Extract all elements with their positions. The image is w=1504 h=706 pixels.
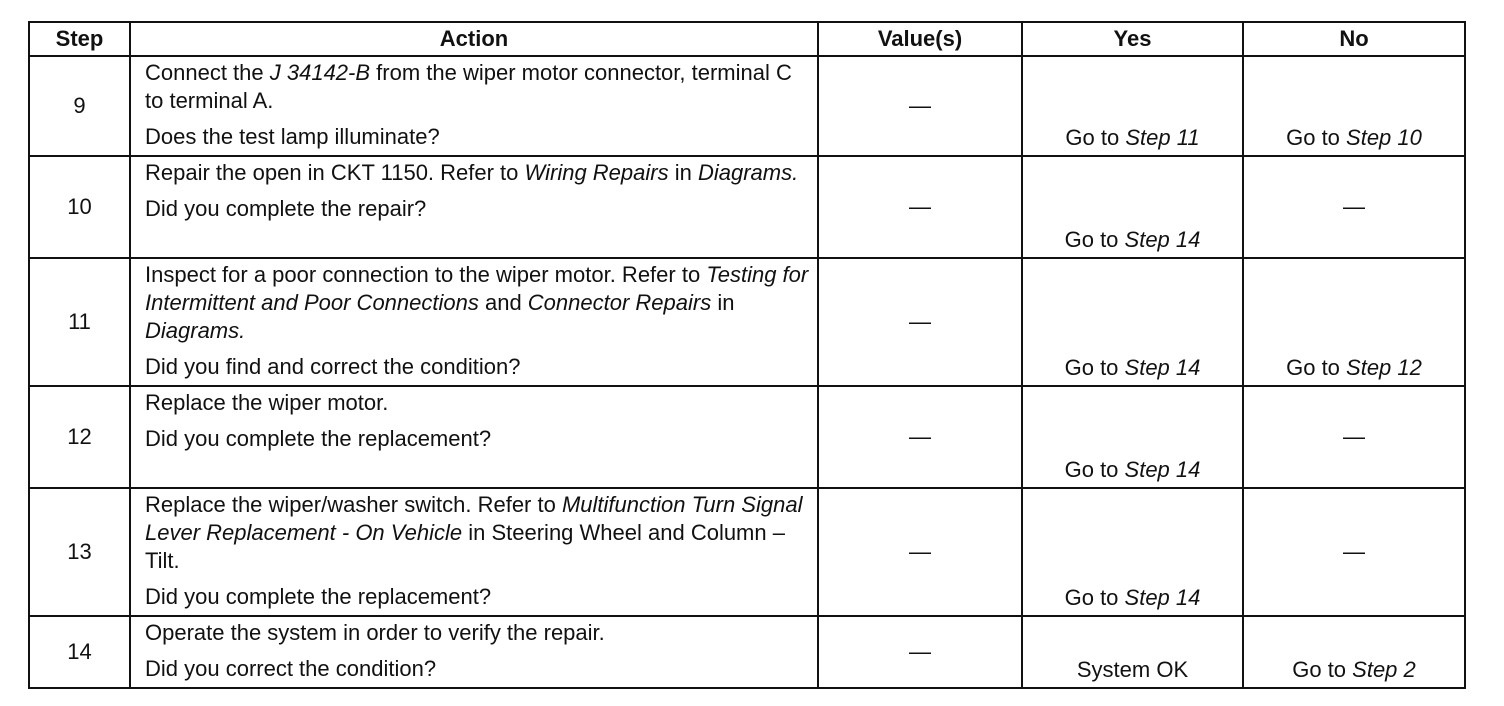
header-step: Step [29, 22, 130, 56]
action-cell [130, 616, 818, 688]
value-cell: — [818, 386, 1022, 488]
action-question: Did you complete the repair? [145, 196, 427, 221]
diagnostic-procedure-table [28, 21, 1466, 689]
yes-result-segment: Step 11 [1125, 125, 1200, 150]
action-cell [130, 156, 818, 258]
action-instruction-segment: in [668, 160, 698, 185]
action-instruction-segment: in Steering Wheel and Column – Tilt. [145, 520, 785, 573]
no-result-segment: Go to [1286, 125, 1347, 150]
yes-cell [1022, 386, 1243, 488]
no-result-segment: — [1343, 194, 1365, 219]
step-number: 14 [29, 616, 130, 688]
no-cell [1243, 386, 1465, 488]
action-instruction-segment: Connect the [145, 60, 270, 85]
action-instruction-segment: Wiring Repairs [524, 160, 669, 185]
action-instruction [145, 261, 809, 345]
no-result-segment: — [1343, 539, 1365, 564]
no-cell [1243, 258, 1465, 386]
no-cell [1243, 488, 1465, 616]
action-instruction-segment: Replace the wiper/washer switch. Refer to [145, 492, 562, 517]
action-question: Did you complete the replacement? [145, 426, 492, 451]
header-yes: Yes [1022, 22, 1243, 56]
action-cell [130, 488, 818, 616]
action-question: Does the test lamp illuminate? [145, 124, 440, 149]
action-instruction-segment: and [478, 290, 528, 315]
yes-result-segment: Go to [1065, 125, 1126, 150]
yes-cell [1022, 156, 1243, 258]
header-row [29, 22, 1465, 56]
action-question: Did you find and correct the condition? [145, 354, 521, 379]
action-instruction-segment: Operate the system in order to verify the repair. [145, 620, 605, 645]
action-instruction-segment: Diagrams. [697, 160, 799, 185]
action-instruction [145, 389, 809, 417]
action-instruction-segment: Replace the wiper motor. [145, 390, 389, 415]
yes-result-segment: System OK [1076, 657, 1189, 682]
step-number: 12 [29, 386, 130, 488]
action-instruction-segment: from the wiper motor connector, terminal C to terminal A. [145, 60, 792, 113]
table-row [29, 488, 1465, 616]
step-number: 11 [29, 258, 130, 386]
action-instruction-segment: Repair the open in CKT 1150. Refer to [145, 160, 525, 185]
action-instruction [145, 159, 809, 187]
action-cell [130, 258, 818, 386]
action-instruction [145, 59, 809, 115]
value-cell: — [818, 156, 1022, 258]
table-row [29, 386, 1465, 488]
table-row [29, 56, 1465, 156]
no-result-segment: Step 2 [1352, 657, 1416, 682]
table-row [29, 616, 1465, 688]
action-instruction-segment: in [711, 290, 735, 315]
no-result-segment: Step 12 [1346, 355, 1422, 380]
action-question: Did you correct the condition? [145, 656, 437, 681]
action-instruction-segment: Connector Repairs [527, 290, 712, 315]
value-cell: — [818, 258, 1022, 386]
step-number: 9 [29, 56, 130, 156]
step-number: 13 [29, 488, 130, 616]
no-result-segment: Go to [1286, 355, 1347, 380]
yes-result-segment: Step 14 [1124, 227, 1201, 252]
yes-result-segment: Go to [1064, 585, 1125, 610]
yes-result-segment: Step 14 [1124, 457, 1201, 482]
yes-cell [1022, 258, 1243, 386]
header-values: Value(s) [818, 22, 1022, 56]
action-instruction-segment: Testing for Intermittent and Poor Connections [145, 262, 809, 315]
yes-cell [1022, 56, 1243, 156]
action-cell [130, 386, 818, 488]
table-header [29, 22, 1465, 56]
no-result-segment: — [1343, 424, 1365, 449]
action-question: Did you complete the replacement? [145, 584, 492, 609]
action-instruction-segment: J 34142-B [269, 60, 371, 85]
yes-result-segment: Go to [1064, 227, 1125, 252]
action-instruction [145, 491, 809, 575]
table-row [29, 156, 1465, 258]
no-cell [1243, 616, 1465, 688]
action-cell [130, 56, 818, 156]
no-result-segment: Go to [1292, 657, 1353, 682]
table-row [29, 258, 1465, 386]
action-instruction-segment: Diagrams. [145, 318, 246, 343]
value-cell: — [818, 488, 1022, 616]
no-cell [1243, 156, 1465, 258]
value-cell: — [818, 616, 1022, 688]
step-number: 10 [29, 156, 130, 258]
action-instruction [145, 619, 809, 647]
yes-cell [1022, 616, 1243, 688]
table-body [29, 56, 1465, 688]
action-instruction-segment: Multifunction Turn Signal Lever Replacement - On Vehicle [145, 492, 803, 545]
header-action: Action [130, 22, 818, 56]
yes-result-segment: Go to [1064, 457, 1125, 482]
no-result-segment: Step 10 [1346, 125, 1422, 150]
no-cell [1243, 56, 1465, 156]
header-no: No [1243, 22, 1465, 56]
yes-result-segment: Step 14 [1124, 355, 1201, 380]
value-cell: — [818, 56, 1022, 156]
action-instruction-segment: Inspect for a poor connection to the wiper motor. Refer to [145, 262, 707, 287]
yes-result-segment: Step 14 [1124, 585, 1201, 610]
yes-result-segment: Go to [1064, 355, 1125, 380]
yes-cell [1022, 488, 1243, 616]
